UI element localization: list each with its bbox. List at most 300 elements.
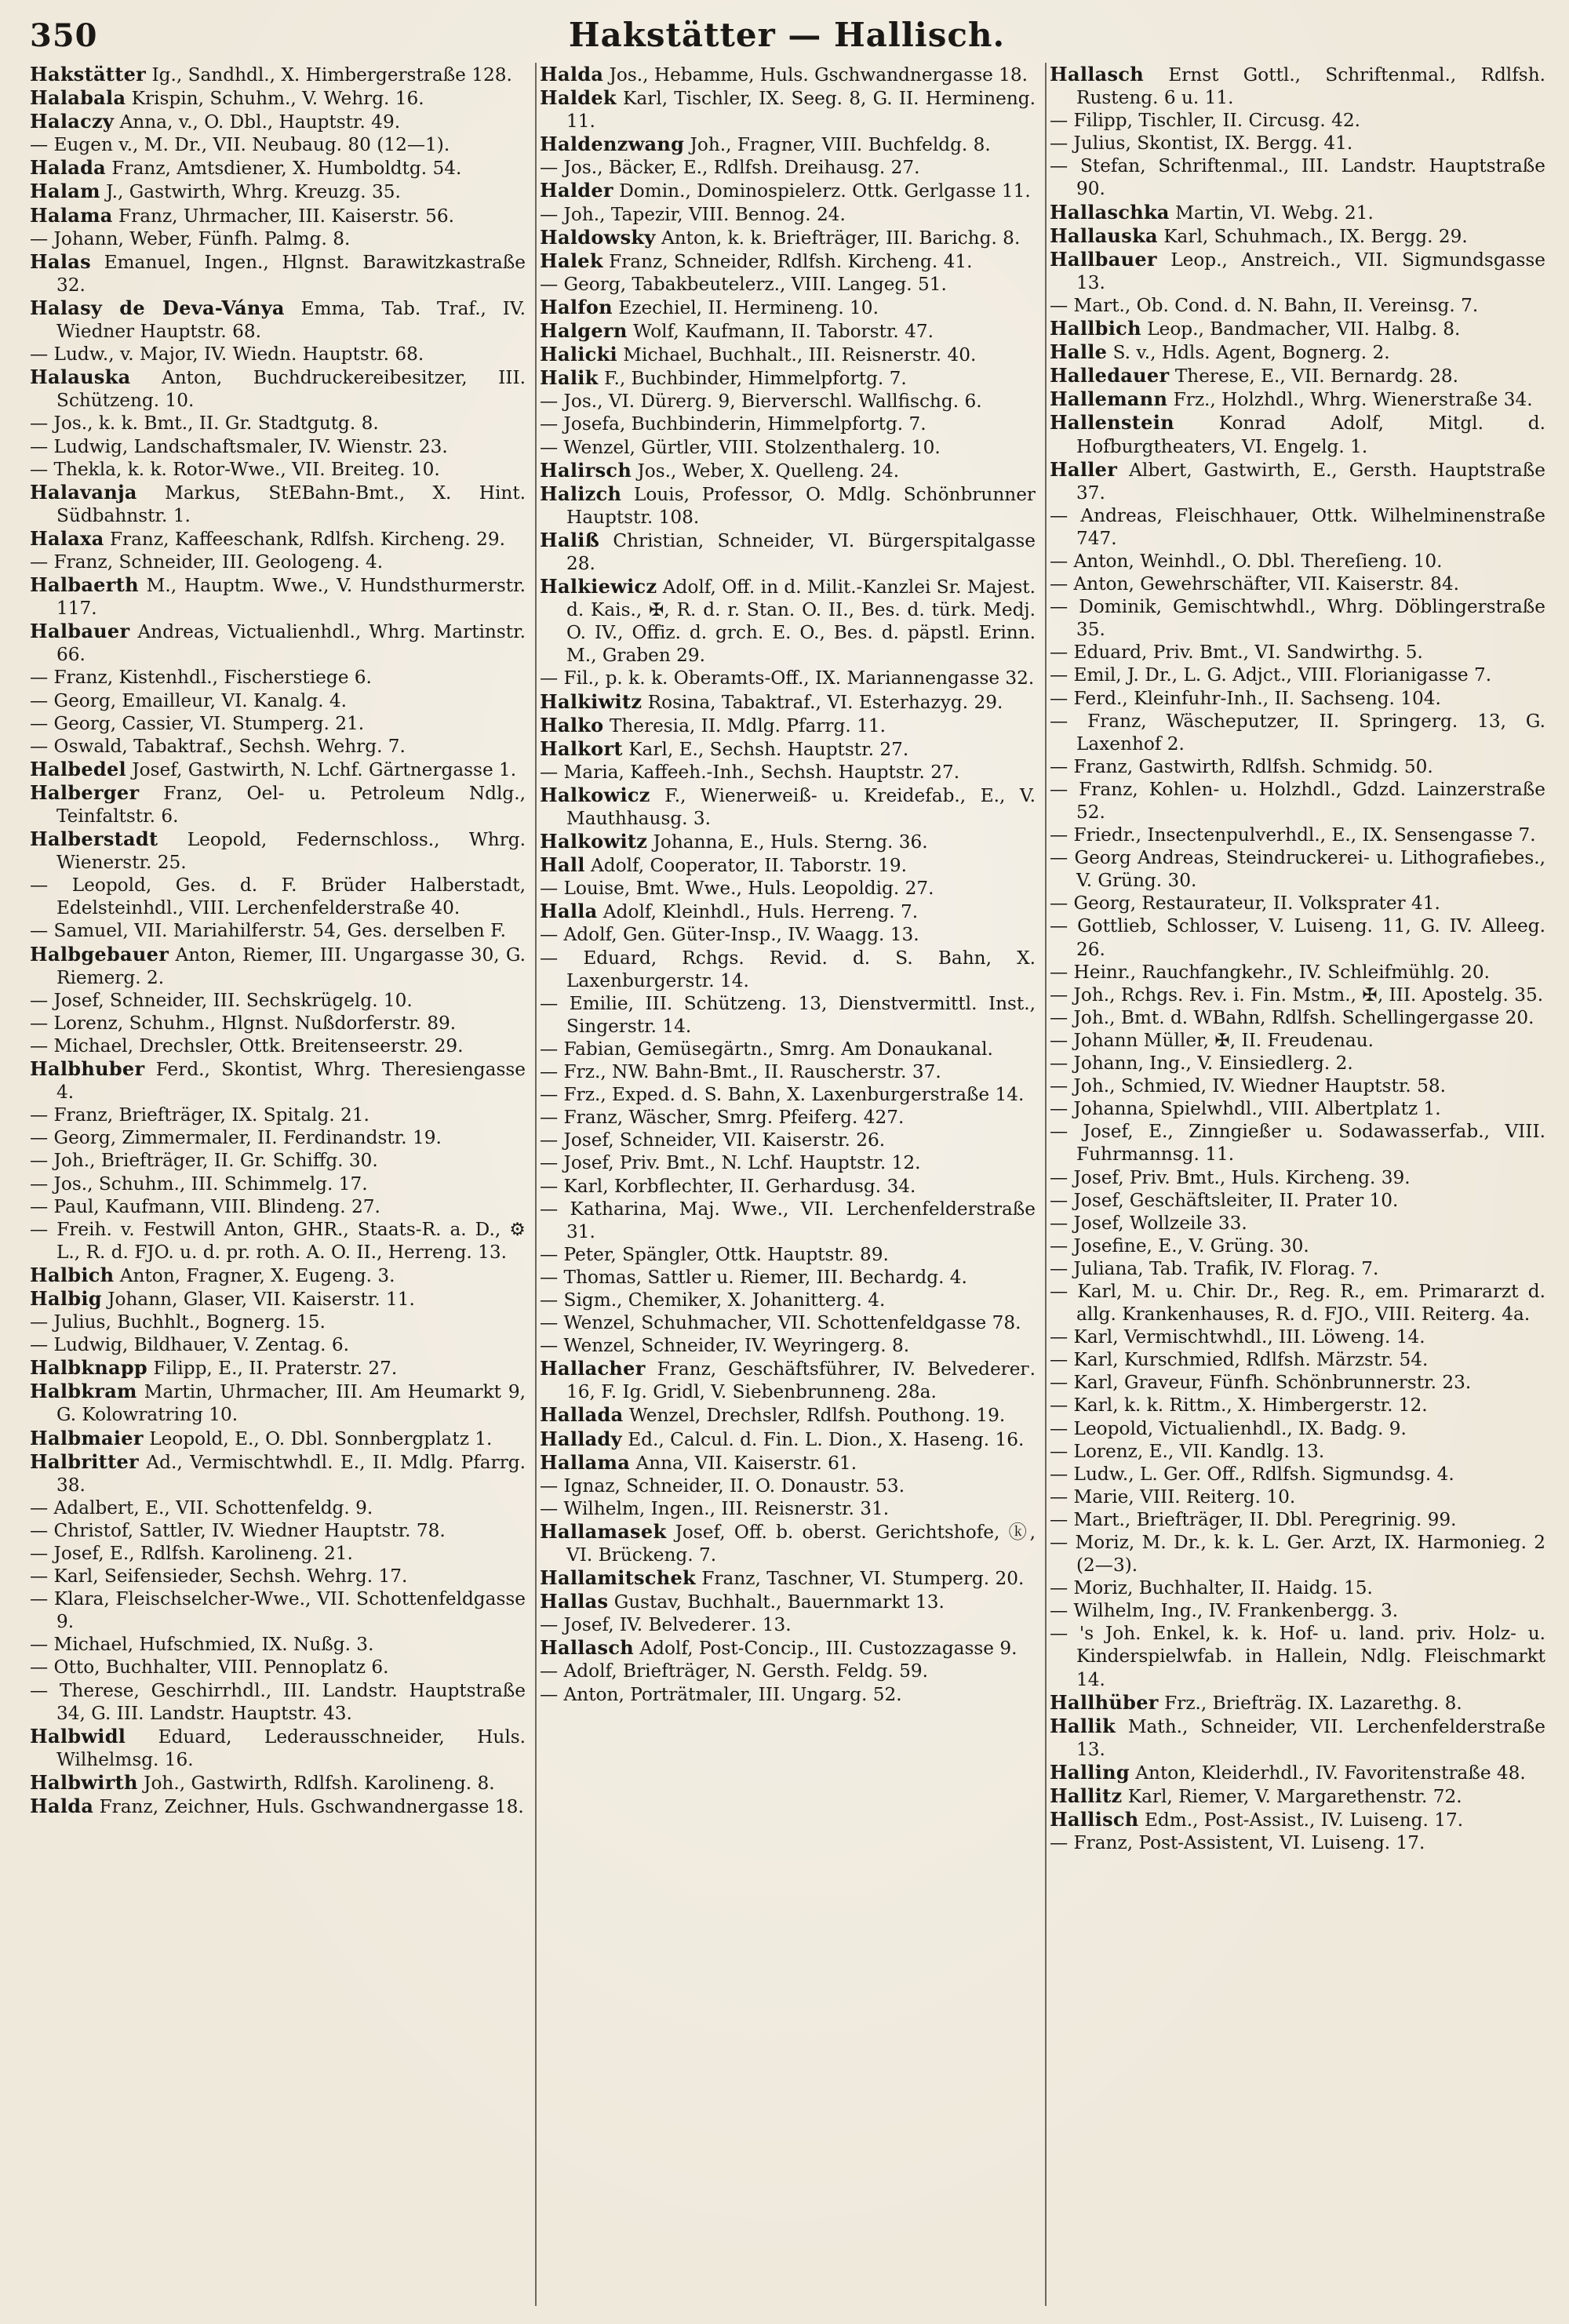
- entry-details: — Otto, Buchhalter, VIII. Pennoplatz 6.: [30, 1657, 389, 1678]
- entry-details: Frz., Holzhdl., Whrg. Wienerstraße 34.: [1173, 389, 1533, 411]
- entry-details: — Georg, Zimmermaler, II. Ferdinandstr. 19.: [30, 1127, 442, 1149]
- entry-details: — Josef, IV. Belvederег. 13.: [540, 1614, 792, 1636]
- entry-details: Josef, Gastwirth, N. Lchf. Gärtnergasse 1.: [132, 758, 517, 780]
- entry-details: Adolf, Post-Concip., III. Custozzagasse 9.: [639, 1638, 1017, 1660]
- directory-subentry: [540, 1334, 1036, 1357]
- entry-surname: Hallacher: [540, 1357, 646, 1380]
- directory-entry: [1050, 63, 1545, 109]
- directory-entry: [1050, 248, 1545, 294]
- directory-entry: [540, 830, 1036, 853]
- entry-surname: Halizch: [540, 482, 622, 505]
- entry-details: — Karl, Vermischtwhdl., III. Löweng. 14.: [1050, 1326, 1425, 1348]
- entry-details: — Gottlieb, Schlosser, V. Luiseng. 11, G. IV. Alleeg. 26.: [1050, 915, 1545, 960]
- entry-details: Franz, Kaffeeschank, Rdlfsh. Kircheng. 29.: [109, 528, 505, 550]
- entry-surname: Halbedel: [30, 757, 126, 780]
- entry-details: Adolf, Off. in d. Milit.-Kanzlei Sr. Majest. d. Kais., ✠, R. d. r. Stan. O. II., Bes. d. türk. Medj. O. IV., Offiz. d. grch. E. O., Bes. d. päpstl. Erinn. M., Graben 29.: [566, 576, 1036, 667]
- directory-entry: [1050, 387, 1545, 411]
- directory-entry: [540, 1403, 1036, 1427]
- entry-details: — Ferd., Kleinfuhr-Inh., II. Sachseng. 104.: [1050, 687, 1441, 709]
- directory-subentry: [30, 1012, 526, 1035]
- entry-details: — Johann, Ing., V. Einsiedlerg. 2.: [1050, 1053, 1353, 1075]
- entry-surname: Hallada: [540, 1403, 624, 1427]
- entry-surname: Halle: [1050, 340, 1108, 364]
- directory-entry: [540, 63, 1036, 86]
- directory-entry: [30, 250, 526, 296]
- directory-subentry: [1050, 641, 1545, 664]
- entry-details: — Anton, Porträtmaler, III. Ungarg. 52.: [540, 1683, 902, 1705]
- entry-details: Joh., Gastwirth, Rdlfsh. Karolineng. 8.: [144, 1772, 495, 1794]
- directory-subentry: [1050, 1097, 1545, 1120]
- entry-details: — Filipp, Tischler, II. Circusg. 42.: [1050, 110, 1361, 132]
- entry-surname: Halda: [30, 1795, 94, 1818]
- directory-subentry: [30, 458, 526, 481]
- directory-entry: [540, 1520, 1036, 1566]
- directory-subentry: [540, 947, 1036, 992]
- entry-details: Jos., Hebamme, Huls. Gschwandnergasse 18.: [609, 64, 1028, 85]
- directory-subentry: [1050, 778, 1545, 824]
- entry-surname: Hallisch: [1050, 1808, 1139, 1831]
- page-number: 350: [30, 17, 98, 54]
- directory-entry: [30, 1380, 526, 1426]
- entry-details: Louis, Professor, O. Mdlg. Schönbrunner Hauptstr. 108.: [566, 483, 1036, 528]
- directory-entry: [30, 296, 526, 343]
- entry-details: Frz., Briefträg. IX. Lazarethg. 8.: [1164, 1692, 1462, 1714]
- directory-columns: [30, 63, 1548, 2310]
- entry-surname: Hallamasek: [540, 1519, 667, 1543]
- directory-subentry: [540, 1151, 1036, 1174]
- directory-subentry: [1050, 1577, 1545, 1599]
- directory-subentry: [540, 1497, 1036, 1520]
- entry-details: — Franz, Post-Assistent, VI. Luiseng. 17.: [1050, 1832, 1425, 1854]
- entry-details: — Georg Andreas, Steindruckerei- u. Lithografiebes., V. Grüng. 30.: [1050, 847, 1545, 892]
- entry-details: S. v., Hdls. Agent, Bognerg. 2.: [1112, 342, 1390, 364]
- directory-subentry: [1050, 1280, 1545, 1326]
- entry-details: M., Hauptm. Wwe., V. Hundsthurmerstr. 117.: [56, 575, 526, 620]
- entry-details: — Eduard, Rchgs. Revid. d. S. Bahn, X. Laxenburgerstr. 14.: [540, 947, 1036, 991]
- entry-details: — Wenzel, Schneider, IV. Weyringerg. 8.: [540, 1335, 910, 1357]
- directory-subentry: [30, 1565, 526, 1588]
- directory-subentry: [1050, 710, 1545, 755]
- directory-entry: [1050, 1691, 1545, 1715]
- directory-subentry: [540, 1311, 1036, 1334]
- entry-details: — Franz, Wäscher, Smrg. Pfeiferg. 427.: [540, 1107, 905, 1129]
- entry-details: — Ludw., v. Major, IV. Wiedn. Hauptstr. 68.: [30, 344, 424, 366]
- directory-entry: [540, 226, 1036, 249]
- entry-details: Karl, Riemer, V. Margarethenstr. 72.: [1127, 1786, 1462, 1808]
- directory-subentry: [540, 1289, 1036, 1311]
- entry-details: Ed., Calcul. d. Fin. L. Dion., X. Haseng. 16.: [628, 1428, 1025, 1450]
- entry-details: — Oswald, Tabaktraf., Sechsh. Wehrg. 7.: [30, 735, 406, 757]
- entry-details: — Josef, Wollzeile 33.: [1050, 1212, 1247, 1234]
- entry-details: — Joh., Schmied, IV. Wiedner Hauptstr. 58.: [1050, 1075, 1446, 1097]
- directory-subentry: [1050, 1029, 1545, 1052]
- directory-entry: [30, 1795, 526, 1818]
- directory-subentry: [540, 1613, 1036, 1636]
- entry-surname: Halik: [540, 366, 599, 390]
- entry-surname: Hallemann: [1050, 387, 1168, 411]
- directory-subentry: [1050, 573, 1545, 595]
- directory-entry: [540, 900, 1036, 923]
- directory-entry: [540, 482, 1036, 529]
- directory-subentry: [30, 1173, 526, 1195]
- entry-details: — Johann, Weber, Fünfh. Palmg. 8.: [30, 227, 351, 249]
- entry-surname: Halam: [30, 180, 100, 203]
- entry-details: — Georg, Tabakbeutelerz., VIII. Langeg. 51.: [540, 273, 947, 295]
- entry-surname: Halder: [540, 179, 613, 202]
- entry-surname: Halfon: [540, 295, 613, 318]
- directory-subentry: [30, 666, 526, 689]
- directory-entry: [1050, 1808, 1545, 1831]
- entry-surname: Haliß: [540, 528, 600, 551]
- directory-subentry: [30, 735, 526, 758]
- directory-entry: [540, 366, 1036, 390]
- entry-details: — Joh., Rchgs. Rev. i. Fin. Mstm., ✠, III. Apostelg. 35.: [1050, 984, 1544, 1006]
- directory-subentry: [1050, 984, 1545, 1006]
- directory-subentry: [1050, 1463, 1545, 1486]
- entry-details: — Ludwig, Bildhauer, V. Zentag. 6.: [30, 1334, 350, 1356]
- directory-subentry: [540, 1175, 1036, 1198]
- directory-entry: [540, 784, 1036, 830]
- entry-surname: Halek: [540, 249, 603, 272]
- entry-details: — Emilie, III. Schützeng. 13, Dienstvermittl. Inst., Singerstr. 14.: [540, 992, 1036, 1037]
- directory-subentry: [540, 992, 1036, 1038]
- directory-subentry: [540, 1198, 1036, 1243]
- directory-subentry: [1050, 1348, 1545, 1371]
- directory-subentry: [1050, 1166, 1545, 1189]
- entry-details: — Mart., Briefträger, II. Dbl. Peregrinig. 99.: [1050, 1508, 1457, 1530]
- directory-entry: [1050, 224, 1545, 248]
- entry-details: — Ludw., L. Ger. Off., Rdlfsh. Sigmundsg. 4.: [1050, 1463, 1454, 1485]
- entry-details: Edm., Post-Assist., IV. Luiseng. 17.: [1144, 1809, 1464, 1831]
- directory-subentry: [540, 1683, 1036, 1706]
- directory-entry: [540, 319, 1036, 343]
- entry-surname: Halberstadt: [30, 827, 158, 851]
- directory-subentry: [30, 551, 526, 573]
- directory-entry: [30, 63, 526, 86]
- directory-subentry: [1050, 1371, 1545, 1394]
- directory-entry: [540, 249, 1036, 273]
- directory-subentry: [1050, 1417, 1545, 1440]
- directory-entry: [30, 758, 526, 781]
- directory-entry: [1050, 1715, 1545, 1761]
- entry-surname: Hallamitschek: [540, 1566, 696, 1590]
- entry-surname: Hallauska: [1050, 224, 1158, 247]
- entry-details: Ezechiel, II. Hermineng. 10.: [618, 296, 879, 318]
- running-title: Hakstätter — Hallisch.: [568, 16, 1006, 54]
- entry-surname: Halbmaier: [30, 1426, 144, 1449]
- entry-details: — Karl, Kurschmied, Rdlfsh. Märzstr. 54.: [1050, 1349, 1429, 1371]
- directory-subentry: [1050, 846, 1545, 892]
- directory-subentry: [30, 1679, 526, 1725]
- entry-details: — Ludwig, Landschaftsmaler, IV. Wienstr. 23.: [30, 435, 448, 457]
- entry-details: — Anton, Gewehrschäfter, VII. Kaiserstr. 84.: [1050, 573, 1460, 595]
- directory-subentry: [30, 227, 526, 250]
- directory-subentry: [540, 761, 1036, 784]
- entry-details: — Stefan, Schriftenmal., III. Landstr. Hauptstraße 90.: [1050, 155, 1545, 200]
- entry-details: — Moriz, Buchhalter, II. Haidg. 15.: [1050, 1577, 1373, 1599]
- entry-details: Johann, Glaser, VII. Kaiserstr. 11.: [107, 1288, 415, 1310]
- directory-entry: [30, 1450, 526, 1497]
- entry-details: Krispin, Schuhm., V. Wehrg. 16.: [131, 88, 424, 110]
- entry-surname: Hallaschka: [1050, 200, 1170, 224]
- directory-subentry: [30, 689, 526, 712]
- entry-details: Franz, Taschner, VI. Stumperg. 20.: [701, 1568, 1025, 1590]
- entry-surname: Haldowsky: [540, 225, 656, 249]
- entry-details: — Franz, Schneider, III. Geologeng. 4.: [30, 551, 384, 573]
- directory-subentry: [30, 874, 526, 919]
- directory-subentry: [30, 1149, 526, 1172]
- directory-entry: [1050, 1784, 1545, 1808]
- entry-details: — Leopold, Victualienhdl., IX. Badg. 9.: [1050, 1417, 1407, 1439]
- entry-details: — Karl, Seifensieder, Sechsh. Wehrg. 17.: [30, 1566, 408, 1588]
- entry-details: — Wilhelm, Ing., IV. Frankenbergg. 3.: [1050, 1600, 1399, 1622]
- entry-surname: Halbich: [30, 1263, 115, 1286]
- directory-entry: [30, 827, 526, 874]
- directory-entry: [30, 1287, 526, 1311]
- directory-subentry: [30, 435, 526, 458]
- entry-surname: Hallady: [540, 1427, 622, 1450]
- directory-subentry: [1050, 1235, 1545, 1257]
- directory-subentry: [540, 273, 1036, 296]
- entry-surname: Hallitz: [1050, 1784, 1123, 1808]
- entry-details: Anton, Fragner, X. Eugeng. 3.: [119, 1264, 395, 1286]
- directory-entry: [540, 296, 1036, 319]
- directory-subentry: [1050, 892, 1545, 915]
- entry-details: Theresia, II. Mdlg. Pfarrg. 11.: [609, 715, 886, 736]
- directory-subentry: [1050, 294, 1545, 317]
- entry-surname: Halauska: [30, 366, 131, 389]
- entry-details: Wolf, Kaufmann, II. Taborstr. 47.: [632, 321, 934, 343]
- entry-details: Karl, Schuhmach., IX. Bergg. 29.: [1163, 225, 1468, 247]
- entry-details: — Eduard, Priv. Bmt., VI. Sandwirthg. 5.: [1050, 642, 1423, 664]
- directory-subentry: [1050, 1326, 1545, 1348]
- entry-details: Filipp, E., II. Praterstr. 27.: [153, 1358, 398, 1380]
- directory-entry: [540, 737, 1036, 761]
- entry-details: — Franz, Kohlen- u. Holzhdl., Gdzd. Lainzerstraße 52.: [1050, 778, 1545, 823]
- directory-entry: [540, 1566, 1036, 1590]
- entry-details: — Ignaz, Schneider, II. O. Donaustr. 53.: [540, 1475, 905, 1497]
- entry-details: — Jos., k. k. Bmt., II. Gr. Stadtgutg. 8.: [30, 413, 379, 435]
- entry-details: Karl, E., Sechsh. Hauptstr. 27.: [628, 738, 909, 760]
- entry-details: — Adolf, Briefträger, N. Gersth. Feldg. 59.: [540, 1660, 928, 1682]
- entry-details: — Friedr., Insectenpulverhdl., E., IX. Sensengasse 7.: [1050, 824, 1536, 846]
- directory-subentry: [1050, 824, 1545, 846]
- directory-subentry: [1050, 1052, 1545, 1075]
- entry-surname: Halbaerth: [30, 573, 139, 597]
- column-1: [30, 63, 526, 2310]
- directory-subentry: [1050, 550, 1545, 573]
- entry-details: — Wilhelm, Ingen., III. Reisnerstr. 31.: [540, 1497, 890, 1519]
- entry-details: — Georg, Restaurateur, II. Volksprater 41.: [1050, 893, 1440, 915]
- entry-details: Leop., Bandmacher, VII. Halbg. 8.: [1147, 318, 1461, 340]
- directory-entry: [1050, 1761, 1545, 1784]
- entry-details: — Karl, Graveur, Fünfh. Schönbrunnerstr. 23.: [1050, 1372, 1472, 1394]
- directory-entry: [30, 943, 526, 989]
- entry-details: Franz, Zeichner, Huls. Gschwandnergasse 18.: [99, 1796, 524, 1818]
- entry-surname: Halberger: [30, 780, 140, 804]
- directory-subentry: [1050, 109, 1545, 132]
- entry-details: — Peter, Spängler, Ottk. Hauptstr. 89.: [540, 1243, 889, 1265]
- directory-subentry: [1050, 1531, 1545, 1577]
- entry-details: Adolf, Cooperator, II. Taborstr. 19.: [591, 855, 908, 877]
- entry-details: — Therese, Geschirrhdl., III. Landstr. Hauptstraße 34, G. III. Landstr. Hauptstr. 43.: [30, 1679, 526, 1724]
- directory-subentry: [1050, 1622, 1545, 1690]
- directory-subentry: [30, 1542, 526, 1565]
- entry-details: Jos., Weber, X. Quelleng. 24.: [637, 460, 900, 482]
- entry-details: Rosina, Tabaktraf., VI. Esterhazyg. 29.: [647, 691, 1003, 713]
- directory-entry: [540, 459, 1036, 482]
- directory-subentry: [1050, 595, 1545, 641]
- directory-entry: [30, 180, 526, 203]
- entry-surname: Halling: [1050, 1760, 1130, 1784]
- column-2: [540, 63, 1036, 2310]
- entry-details: Karl, Tischler, IX. Seeg. 8, G. II. Hermineng. 11.: [566, 88, 1036, 133]
- directory-subentry: [540, 1083, 1036, 1106]
- directory-subentry: [540, 1243, 1036, 1266]
- entry-surname: Halkort: [540, 736, 623, 760]
- directory-subentry: [1050, 1257, 1545, 1280]
- directory-subentry: [540, 1266, 1036, 1289]
- entry-details: Michael, Buchhalt., III. Reisnerstr. 40.: [623, 344, 977, 366]
- directory-subentry: [30, 1195, 526, 1218]
- directory-entry: [30, 110, 526, 133]
- directory-entry: [1050, 458, 1545, 504]
- entry-details: — Moriz, M. Dr., k. k. L. Ger. Arzt, IX. Harmonieg. 2 (2—3).: [1050, 1532, 1545, 1577]
- entry-details: — Jos., Bäcker, E., Rdlfsh. Dreihausg. 27.: [540, 157, 920, 179]
- entry-surname: Hallasch: [540, 1636, 634, 1660]
- directory-entry: [1050, 317, 1545, 340]
- entry-surname: Halbwirth: [30, 1770, 138, 1794]
- directory-subentry: [540, 1106, 1036, 1129]
- entry-details: Anton, Riemer, III. Ungargasse 30, G. Riemerg. 2.: [56, 944, 526, 988]
- entry-details: Anton, Buchdruckereibesitzer, III. Schützeng. 10.: [56, 367, 526, 412]
- entry-details: — Emil, J. Dr., L. G. Adjct., VIII. Florianigasse 7.: [1050, 664, 1492, 686]
- entry-surname: Halbhuber: [30, 1057, 145, 1081]
- entry-surname: Hallbauer: [1050, 247, 1157, 271]
- entry-details: — Franz, Kistenhdl., Fischerstiege 6.: [30, 667, 372, 689]
- entry-surname: Hakstätter: [30, 63, 147, 85]
- entry-details: — Andreas, Fleischhauer, Ottk. Wilhelminenstraße 747.: [1050, 504, 1545, 549]
- entry-details: Ig., Sandhdl., X. Himbergerstraße 128.: [151, 64, 512, 85]
- entry-details: — Josef, Priv. Bmt., N. Lchf. Hauptstr. 12.: [540, 1152, 921, 1174]
- entry-details: Eduard, Lederausschneider, Huls. Wilhelmsg. 16.: [56, 1726, 526, 1770]
- column-3: [1050, 63, 1545, 2310]
- entry-details: — Georg, Emailleur, VI. Kanalg. 4.: [30, 689, 348, 711]
- entry-surname: Halkiewicz: [540, 575, 657, 598]
- entry-details: — Johann Müller, ✠, II. Freudenau.: [1050, 1029, 1374, 1051]
- directory-subentry: [30, 1519, 526, 1542]
- entry-details: — Katharina, Maj. Wwe., VII. Lerchenfelderstraße 31.: [540, 1198, 1036, 1242]
- entry-surname: Halbig: [30, 1286, 102, 1310]
- directory-subentry: [1050, 915, 1545, 960]
- entry-details: Markus, StEBahn-Bmt., X. Hint. Südbahnstr. 1.: [56, 482, 526, 526]
- directory-subentry: [30, 919, 526, 942]
- entry-details: Joh., Fragner, VIII. Buchfeldg. 8.: [690, 134, 991, 156]
- entry-details: — Franz, Gastwirth, Rdlfsh. Schmidg. 50.: [1050, 755, 1433, 777]
- directory-subentry: [1050, 1599, 1545, 1622]
- directory-entry: [540, 1636, 1036, 1660]
- directory-entry: [30, 573, 526, 620]
- entry-details: — 's Joh. Enkel, k. k. Hof- u. land. priv. Holz- u. Kinderspielwfab. in Hallein, Ndlg. Fleischmarkt 14.: [1050, 1623, 1545, 1690]
- entry-details: — Lorenz, E., VII. Kandlg. 13.: [1050, 1440, 1325, 1462]
- entry-details: — Thomas, Sattler u. Riemer, III. Bechardg. 4.: [540, 1266, 967, 1288]
- directory-subentry: [1050, 1486, 1545, 1508]
- directory-subentry: [1050, 1508, 1545, 1531]
- entry-surname: Halaxa: [30, 526, 104, 550]
- entry-surname: Hallhüber: [1050, 1690, 1159, 1714]
- directory-subentry: [1050, 132, 1545, 155]
- directory-subentry: [30, 1126, 526, 1149]
- page-header: [30, 14, 1544, 58]
- entry-details: — Sigm., Chemiker, X. Johanitterg. 4.: [540, 1289, 886, 1311]
- entry-details: Franz, Schneider, Rdlfsh. Kircheng. 41.: [609, 250, 973, 272]
- directory-entry: [540, 575, 1036, 667]
- entry-details: — Michael, Drechsler, Ottk. Breitenseerstr. 29.: [30, 1035, 464, 1057]
- entry-details: — Jos., Schuhm., III. Schimmelg. 17.: [30, 1173, 368, 1195]
- entry-details: — Mart., Ob. Cond. d. N. Bahn, II. Vereinsg. 7.: [1050, 294, 1479, 316]
- directory-entry: [1050, 364, 1545, 387]
- entry-details: — Josefine, E., V. Grüng. 30.: [1050, 1235, 1309, 1257]
- entry-details: Martin, VI. Webg. 21.: [1175, 202, 1374, 224]
- entry-details: Franz, Amtsdiener, X. Humboldtg. 54.: [111, 158, 462, 180]
- entry-surname: Halirsch: [540, 458, 632, 482]
- directory-entry: [30, 204, 526, 227]
- entry-surname: Hallas: [540, 1590, 609, 1613]
- entry-surname: Halabala: [30, 86, 126, 110]
- entry-details: — Wenzel, Schuhmacher, VII. Schottenfeldgasse 78.: [540, 1312, 1021, 1334]
- directory-entry: [30, 527, 526, 551]
- directory-entry: [30, 1264, 526, 1287]
- entry-details: — Jos., VI. Dürerg. 9, Bierverschl. Wallfischg. 6.: [540, 391, 982, 413]
- entry-details: Domin., Dominospielerz. Ottk. Gerlgasse 11.: [619, 180, 1031, 202]
- directory-subentry: [540, 156, 1036, 179]
- entry-surname: Hallbich: [1050, 317, 1141, 340]
- entry-details: Anna, v., O. Dbl., Hauptstr. 49.: [119, 111, 401, 133]
- entry-details: — Heinr., Rauchfangkehr., IV. Schleifmühlg. 20.: [1050, 961, 1490, 983]
- entry-surname: Halbwidl: [30, 1724, 126, 1748]
- directory-entry: [540, 133, 1036, 156]
- directory-subentry: [540, 1060, 1036, 1083]
- directory-entry: [30, 86, 526, 110]
- entry-details: Konrad Adolf, Mitgl. d. Hofburgtheaters, VI. Engelg. 1.: [1076, 413, 1545, 457]
- entry-details: — Karl, k. k. Rittm., X. Himbergerstr. 12.: [1050, 1395, 1428, 1417]
- directory-entry: [540, 86, 1036, 133]
- entry-surname: Halas: [30, 249, 91, 273]
- directory-subentry: [1050, 1440, 1545, 1463]
- entry-details: Emanuel, Ingen., Hlgnst. Barawitzkastraße 32.: [56, 251, 526, 296]
- entry-surname: Halkiwitz: [540, 689, 643, 713]
- entry-details: — Christof, Sattler, IV. Wiedner Hauptstr. 78.: [30, 1519, 446, 1541]
- directory-subentry: [1050, 1075, 1545, 1097]
- entry-details: — Wenzel, Gürtler, VIII. Stolzenthalerg. 10.: [540, 436, 941, 458]
- entry-surname: Haldenzwang: [540, 133, 685, 156]
- entry-details: — Frz., NW. Bahn-Bmt., II. Rauscherstr. 37.: [540, 1061, 941, 1083]
- entry-details: Ernst Gottl., Schriftenmal., Rdlfsh. Rusteng. 6 u. 11.: [1076, 64, 1545, 109]
- entry-details: — Josef, Geschäftsleiter, II. Prater 10.: [1050, 1189, 1399, 1211]
- entry-surname: Halda: [540, 63, 604, 85]
- entry-surname: Halasy de Deva-Ványa: [30, 296, 285, 319]
- entry-details: — Josef, E., Zinngießer u. Sodawasserfab., VIII. Fuhrmannsg. 11.: [1050, 1121, 1545, 1166]
- entry-details: — Karl, Korbflechter, II. Gerhardusg. 34.: [540, 1175, 916, 1197]
- directory-entry: [1050, 411, 1545, 457]
- entry-surname: Halkowicz: [540, 783, 650, 806]
- entry-surname: Halkowitz: [540, 830, 648, 853]
- directory-entry: [30, 1771, 526, 1795]
- entry-details: Franz, Uhrmacher, III. Kaiserstr. 56.: [118, 205, 455, 227]
- directory-entry: [540, 714, 1036, 737]
- directory-subentry: [540, 203, 1036, 226]
- entry-details: Anton, k. k. Briefträger, III. Barichg. 8.: [661, 227, 1021, 249]
